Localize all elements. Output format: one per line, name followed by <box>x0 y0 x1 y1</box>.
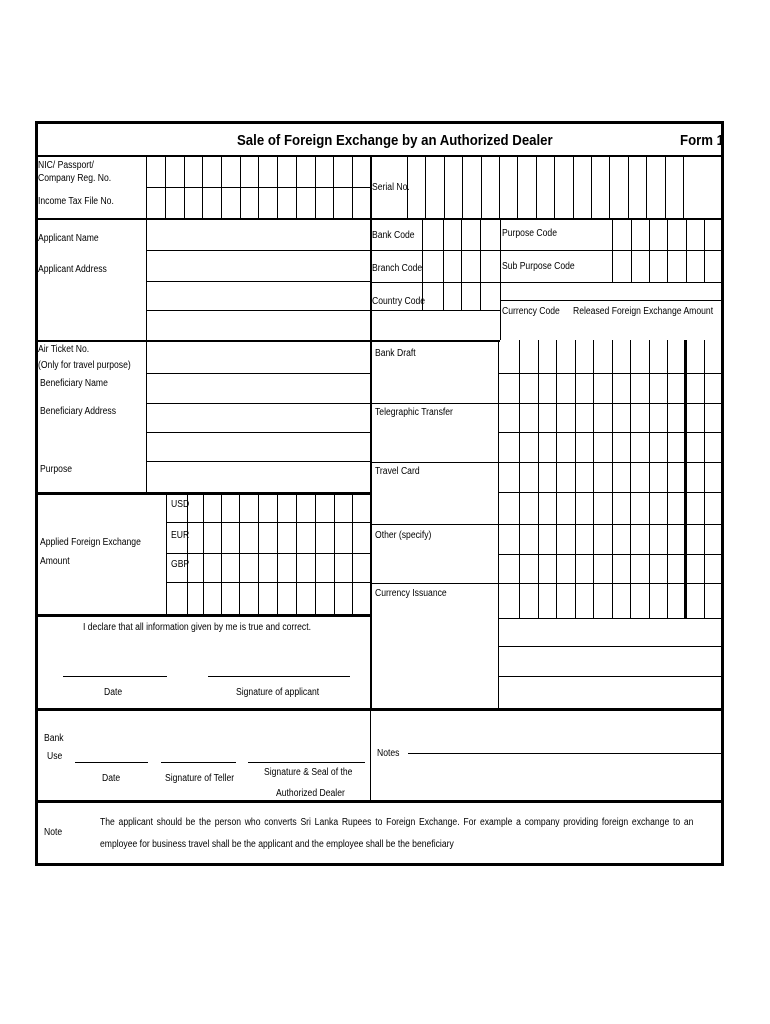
dealer-seal-label: Signature & Seal of the <box>264 767 353 778</box>
applicant-signature-label: Signature of applicant <box>236 687 320 698</box>
rule <box>370 583 724 584</box>
form-title: Sale of Foreign Exchange by an Authorized Dealer <box>237 132 553 149</box>
rule <box>612 218 613 282</box>
rule <box>161 762 236 763</box>
rule <box>35 121 724 124</box>
rule <box>370 340 500 342</box>
rule <box>498 432 724 433</box>
rule <box>35 800 724 803</box>
released-amount-label: Released Foreign Exchange Amount <box>573 306 714 317</box>
air-ticket-note: (Only for travel purpose) <box>38 360 131 371</box>
rule <box>721 121 724 866</box>
rule <box>591 155 592 218</box>
rule <box>498 554 724 555</box>
rule <box>370 282 724 283</box>
rule <box>500 218 501 340</box>
rule <box>146 340 147 492</box>
rule <box>683 155 684 218</box>
rule <box>444 155 445 218</box>
dealer-seal-label-2: Authorized Dealer <box>276 788 345 799</box>
rule <box>370 403 724 404</box>
rule <box>35 614 372 617</box>
rule <box>499 155 500 218</box>
rule <box>612 340 613 618</box>
branch-code-label: Branch Code <box>372 263 423 274</box>
rule <box>500 300 724 301</box>
rule <box>554 155 555 218</box>
rule <box>631 218 632 282</box>
rule <box>166 522 370 523</box>
rule <box>519 340 520 618</box>
nic-label: NIC/ Passport/ <box>38 160 94 171</box>
form-number: Form 1 <box>680 132 725 149</box>
rule <box>166 553 370 554</box>
currency-eur: EUR <box>171 530 190 541</box>
rule <box>462 155 463 218</box>
note-text: The applicant should be the person who converts Sri Lanka Rupees to Foreign Exchange. For example a company providing foreign exchange to an employee for business travel shall be the applicant and the employee shall be the beneficiary <box>100 817 694 850</box>
bank-draft-label: Bank Draft <box>375 348 416 359</box>
rule <box>684 340 686 618</box>
country-code-label: Country Code <box>372 296 426 307</box>
rule <box>498 646 724 647</box>
rule <box>248 762 365 763</box>
beneficiary-name-label: Beneficiary Name <box>40 378 108 389</box>
bank-date-label: Date <box>102 773 121 784</box>
beneficiary-address-label: Beneficiary Address <box>40 406 117 417</box>
purpose-code-label: Purpose Code <box>502 228 557 239</box>
rule <box>704 218 705 282</box>
rule <box>481 155 482 218</box>
bank-use-label-2: Use <box>47 751 63 762</box>
rule <box>649 218 650 282</box>
rule <box>480 218 481 310</box>
rule <box>35 218 724 220</box>
rule <box>630 340 631 618</box>
other-specify-label: Other (specify) <box>375 530 432 541</box>
serial-no-label: Serial No. <box>372 182 410 193</box>
income-tax-label: Income Tax File No. <box>38 196 114 207</box>
rule <box>370 310 500 311</box>
notes-label: Notes <box>377 748 400 759</box>
rule <box>166 582 370 583</box>
rule <box>517 155 518 218</box>
rule <box>146 403 370 404</box>
rule <box>146 187 370 188</box>
rule <box>63 676 167 677</box>
applicant-address-label: Applicant Address <box>38 264 107 275</box>
rule <box>649 340 650 618</box>
rule <box>370 524 724 525</box>
rule <box>536 155 537 218</box>
rule <box>425 155 426 218</box>
rule <box>146 373 370 374</box>
rule <box>370 250 724 251</box>
rule <box>704 340 705 618</box>
rule <box>35 155 724 157</box>
rule <box>667 218 668 282</box>
purpose-label: Purpose <box>40 464 73 475</box>
declaration-date-label: Date <box>104 687 123 698</box>
applicant-name-label: Applicant Name <box>38 233 99 244</box>
rule <box>498 492 724 493</box>
rule <box>498 373 724 374</box>
note-label: Note <box>44 827 63 838</box>
travel-card-label: Travel Card <box>375 466 420 477</box>
rule <box>667 340 668 618</box>
applied-amount-label: Applied Foreign Exchange <box>40 537 141 548</box>
applied-amount-label-2: Amount <box>40 556 70 567</box>
rule <box>686 340 687 618</box>
rule <box>556 340 557 618</box>
rule <box>538 340 539 618</box>
currency-issuance-label: Currency Issuance <box>375 588 447 599</box>
rule <box>35 340 370 342</box>
rule <box>498 618 724 619</box>
rule <box>35 863 724 866</box>
rule <box>146 461 370 462</box>
rule <box>146 310 370 311</box>
rule <box>686 218 687 282</box>
currency-code-label: Currency Code <box>502 306 560 317</box>
declaration-text: I declare that all information given by me is true and correct. <box>83 622 312 633</box>
rule <box>609 155 610 218</box>
rule <box>146 218 147 340</box>
rule <box>593 340 594 618</box>
teller-signature-label: Signature of Teller <box>165 773 235 784</box>
rule <box>75 762 148 763</box>
rule <box>665 155 666 218</box>
rule <box>370 462 724 463</box>
rule <box>370 708 371 800</box>
rule <box>628 155 629 218</box>
rule <box>646 155 647 218</box>
sub-purpose-code-label: Sub Purpose Code <box>502 261 575 272</box>
bank-use-label: Bank <box>44 733 64 744</box>
currency-gbp: GBP <box>171 559 190 570</box>
rule <box>146 250 370 251</box>
rule <box>35 708 724 711</box>
company-reg-label: Company Reg. No. <box>38 173 112 184</box>
rule <box>498 676 724 677</box>
rule <box>146 432 370 433</box>
telegraphic-transfer-label: Telegraphic Transfer <box>375 407 453 418</box>
rule <box>443 218 444 310</box>
rule <box>461 218 462 310</box>
currency-usd: USD <box>171 499 190 510</box>
air-ticket-label: Air Ticket No. <box>38 344 90 355</box>
rule <box>573 155 574 218</box>
rule <box>208 676 350 677</box>
rule <box>408 753 724 754</box>
rule <box>575 340 576 618</box>
rule <box>146 281 370 282</box>
bank-code-label: Bank Code <box>372 230 415 241</box>
